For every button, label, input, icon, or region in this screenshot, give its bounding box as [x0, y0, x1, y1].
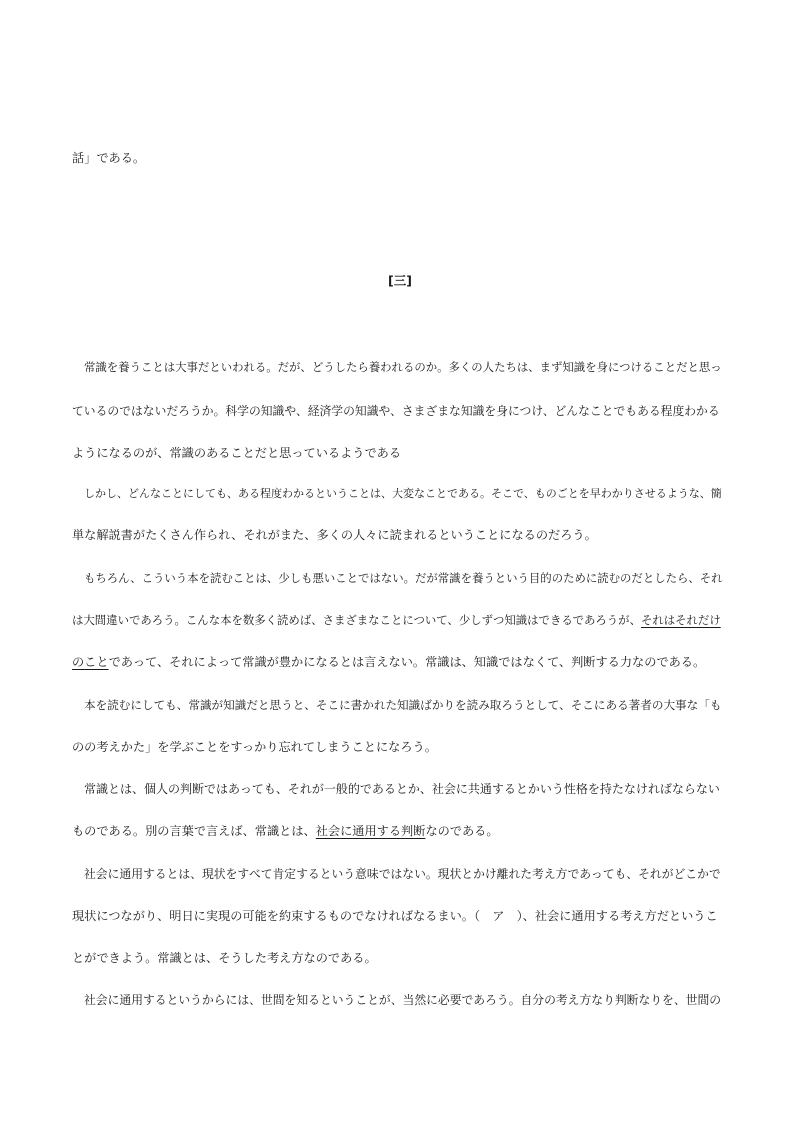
underlined-phrase-1a: それはそれだけ: [640, 613, 721, 627]
paragraph-2-line-1: しかし、どんなことにしても、ある程度わかるということは、大変なことである。そこで、ものごとを早わかりさせるような、簡: [84, 487, 722, 500]
section-heading: [三]: [388, 273, 412, 288]
paragraph-1-line-2: ているのではないだろうか。科学の知識や、経済学の知識や、さまざまな知識を身につけ、どんなことでもある程度わかる: [72, 404, 720, 418]
paragraph-5-line-1: 常識とは、個人の判断ではあっても、それが一般的であるとか、社会に共通するとかいう性格を持たなければならない: [84, 782, 720, 796]
paragraph-4-line-2: のの考えかた」を学ぶことをすっかり忘れてしまうことになろう。: [72, 740, 437, 754]
top-fragment-line: 話」である。: [72, 151, 146, 165]
paragraph-3-line-3: [72, 654, 705, 670]
underlined-phrase-2: 社会に通用する判断: [315, 824, 426, 838]
paragraph-3-line-2-text: は大間違いであろう。こんな本を数多く読めば、さまざまなことについて、少しずつ知識はできるであろうが、: [72, 613, 641, 627]
paragraph-2-line-2: 単な解説書がたくさん作られ、それがまた、多くの人々に読まれるということになるのだろう。: [72, 528, 597, 542]
paragraph-5-line-2-tail: なのである。: [425, 824, 499, 838]
paragraph-3-line-1: もちろん、こういう本を読むことは、少しも悪いことではない。だが常識を養うという目的のために読むのだとしたら、それ: [84, 571, 723, 585]
paragraph-4-line-1: 本を読むにしても、常識が知識だと思うと、そこに書かれた知識ばかりを読み取ろうとして、そこにある著者の大事な「も: [84, 698, 722, 712]
paragraph-6-line-2: 現状につながり、明日に実現の可能を約束するものでなければなるまい。（ ア ）、社会に通用する考え方だというこ: [72, 909, 718, 923]
paragraph-5-line-2: [72, 823, 499, 839]
paragraph-3-line-3-text: であって、それによって常識が豊かになるとは言えない。常識は、知識ではなくて、判断する力なのである。: [108, 655, 706, 669]
underlined-phrase-1b: のこと: [72, 655, 109, 669]
paragraph-3-line-2: [72, 612, 721, 628]
paragraph-1-line-1: 常識を養うことは大事だといわれる。だが、どうしたら養われるのか。多くの人たちは、まず知識を身につけることだと思っ: [84, 360, 722, 374]
paragraph-5-line-2-text: ものである。別の言葉で言えば、常識とは、: [72, 824, 316, 838]
paragraph-6-line-3: とができよう。常識とは、そうした考え方なのである。: [72, 951, 377, 965]
paragraph-6-line-1: 社会に通用するとは、現状をすべて肯定するという意味ではない。現状とかけ離れた考え方であっても、それがどこかで: [84, 867, 721, 881]
paragraph-1-line-3: ようになるのが、常識のあることだと思っているようである: [72, 446, 402, 460]
paragraph-7-line-1: 社会に通用するというからには、世間を知るということが、当然に必要であろう。自分の考え方なり判断なりを、世間の: [84, 993, 722, 1007]
